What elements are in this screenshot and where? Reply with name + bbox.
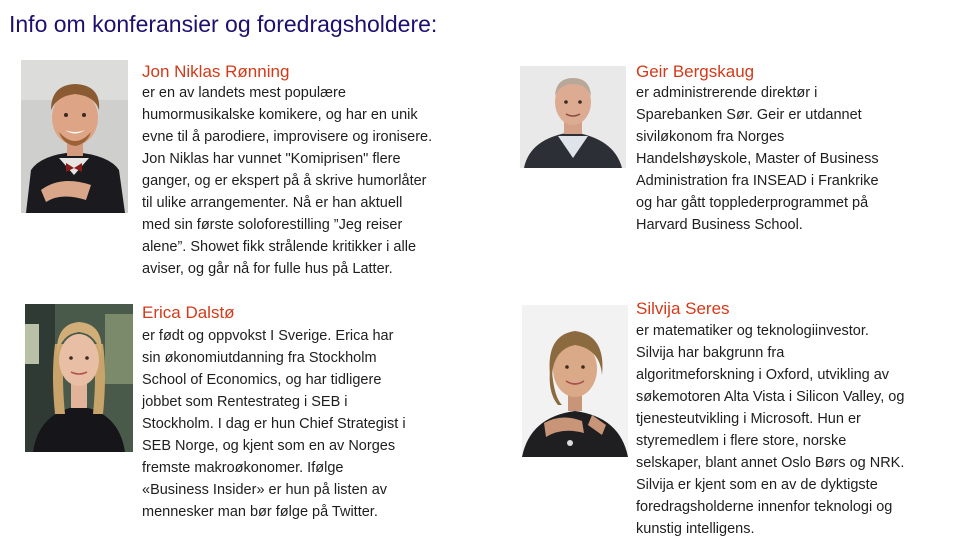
bio-line: Handelshøyskole, Master of Business	[636, 151, 879, 167]
bio-line: Harvard Business School.	[636, 217, 803, 233]
bio-line: er administrerende direktør i	[636, 85, 818, 101]
portrait-photo-icon	[25, 304, 133, 452]
speaker-name-silvija: Silvija Seres	[636, 299, 730, 318]
bio-line: foredragsholderne innenfor teknologi og	[636, 499, 893, 515]
speaker-photo-jon-niklas	[21, 60, 128, 213]
bio-line: evne til å parodiere, improvisere og ironisere.	[142, 129, 433, 145]
speaker-bio-silvija	[636, 320, 904, 540]
portrait-photo-icon	[520, 66, 626, 168]
bio-line: til ulike arrangementer. Nå er han aktuell	[142, 195, 403, 211]
bio-line: Stockholm. I dag er hun Chief Strategist i	[142, 416, 406, 432]
bio-line: er en av landets mest populære	[142, 85, 346, 101]
bio-line: algoritmeforskning i Oxford, utvikling av	[636, 367, 890, 383]
speaker-name-erica: Erica Dalstø	[142, 303, 235, 322]
speaker-photo-silvija	[522, 305, 628, 457]
speaker-name-jon-niklas: Jon Niklas Rønning	[142, 62, 290, 81]
speaker-photo-geir	[520, 66, 626, 168]
bio-line: sin økonomiutdanning fra Stockholm	[142, 350, 377, 366]
speaker-bio-jon-niklas	[142, 82, 432, 280]
bio-line: styremedlem i flere store, norske	[636, 433, 847, 449]
bio-line: mennesker man bør følge på Twitter.	[142, 504, 378, 520]
portrait-photo-icon	[522, 305, 628, 457]
bio-line: «Business Insider» er hun på listen av	[142, 482, 388, 498]
bio-line: med sin første soloforestilling ”Jeg reiser	[142, 217, 403, 233]
bio-line: aviser, og går nå for fulle hus på Latter.	[142, 261, 393, 277]
bio-line: Jon Niklas har vunnet "Komiprisen" flere	[142, 151, 401, 167]
page-title: Info om konferansier og foredragsholdere:	[9, 11, 438, 37]
speaker-name-geir: Geir Bergskaug	[636, 62, 755, 81]
bio-line: fremste makroøkonomer. Ifølge	[142, 460, 344, 476]
bio-line: siviløkonom fra Norges	[636, 129, 785, 145]
bio-line: jobbet som Rentestrateg i SEB i	[142, 394, 348, 410]
bio-line: alene”. Showet fikk strålende kritikker i alle	[142, 239, 417, 255]
bio-line: Silvija har bakgrunn fra	[636, 345, 785, 361]
bio-line: SEB Norge, og kjent som en av Norges	[142, 438, 396, 454]
bio-line: School of Economics, og har tidligere	[142, 372, 382, 388]
bio-line: er matematiker og teknologiinvestor.	[636, 323, 869, 339]
bio-line: søkemotoren Alta Vista i Silicon Valley, og	[636, 389, 905, 405]
bio-line: ganger, og er ekspert på å skrive humorlåter	[142, 173, 427, 189]
bio-line: Silvija er kjent som en av de dyktigste	[636, 477, 878, 493]
bio-line: humormusikalske komikere, og har en unik	[142, 107, 418, 123]
portrait-photo-icon	[21, 60, 128, 213]
bio-line: tjenesteutvikling i Microsoft. Hun er	[636, 411, 861, 427]
speaker-bio-geir	[636, 82, 879, 236]
speaker-bio-erica	[142, 325, 406, 523]
bio-line: Sparebanken Sør. Geir er utdannet	[636, 107, 862, 123]
bio-line: Administration fra INSEAD i Frankrike	[636, 173, 879, 189]
bio-line: kunstig intelligens.	[636, 521, 755, 537]
speaker-photo-erica	[25, 304, 133, 452]
bio-line: selskaper, blant annet Oslo Børs og NRK.	[636, 455, 905, 471]
bio-line: og har gått topplederprogrammet på	[636, 195, 869, 211]
bio-line: er født og oppvokst I Sverige. Erica har	[142, 328, 394, 344]
